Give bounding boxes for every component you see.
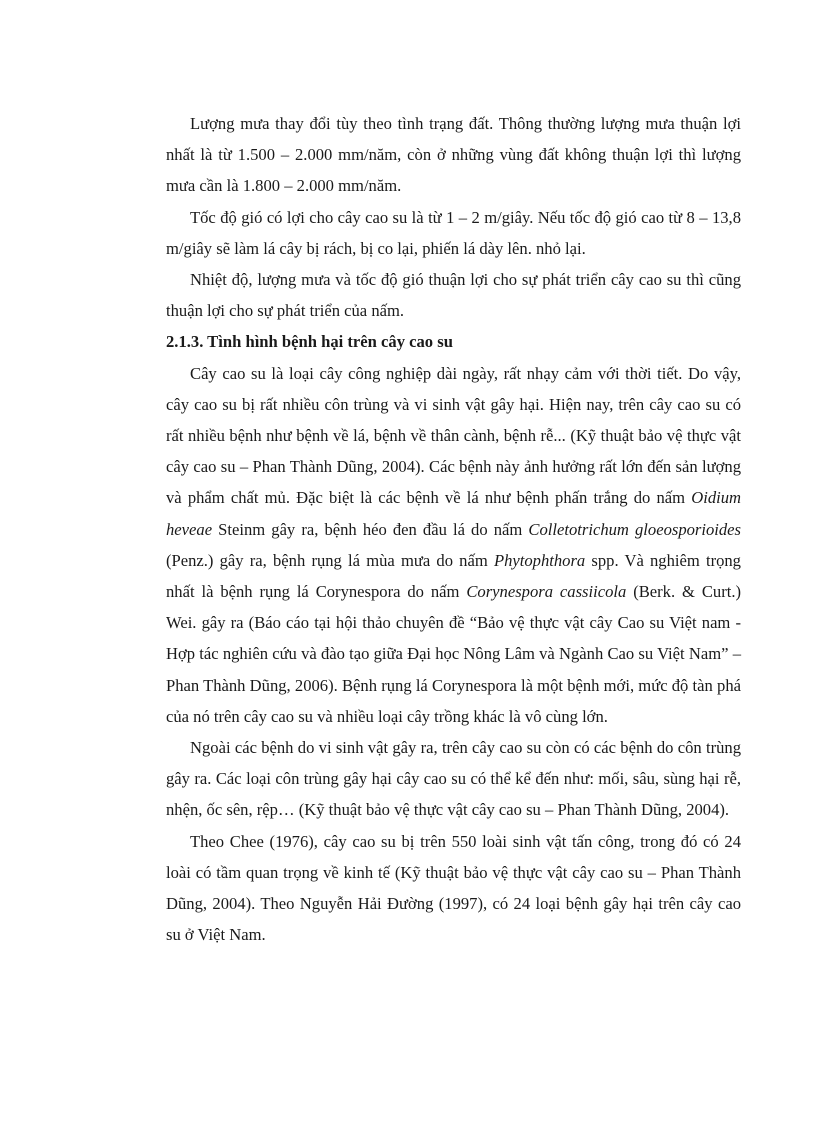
paragraph-wind-speed: Tốc độ gió có lợi cho cây cao su là từ 1 – 2 m/giây. Nếu tốc độ gió cao từ 8 – 13,8 m/giây sẽ làm lá cây bị rách, bị co lại, phiến lá dày lên. nhỏ lại. [166,207,741,258]
document-body [166,108,741,950]
text-segment: (Berk. & Curt.) Wei. gây ra (Báo cáo tại hội thảo chuyên đề “Bảo vệ thực vật cây Cao su Việt nam - Hợp tác nghiên cứu và đào tạo giữa Đại học Nông Lâm và Ngành Cao su Việt Nam” – Phan Thành Dũng, 2006). Bệnh rụng lá Corynespora là một bệnh mới, mức độ tàn phá của nó trên cây cao su và nhiều loại cây trồng khác là vô cùng lớn. [166,582,742,726]
section-heading: 2.1.3. Tình hình bệnh hại trên cây cao su [166,332,453,352]
text-segment: Cây cao su là loại cây công nghiệp dài ngày, rất nhạy cảm với thời tiết. Do vậy, cây cao su bị rất nhiều côn trùng và vi sinh vật gây hại. Hiện nay, trên cây cao su có rất nhiều bệnh như bệnh về lá, bệnh về thân cành, bệnh rễ... (Kỹ thuật bảo vệ thực vật cây cao su – Phan Thành Dũng, 2004). Các bệnh này ảnh hưởng rất lớn đến sản lượng và phẩm chất mủ. Đặc biệt là các bệnh về lá như bệnh phấn trắng do nấm [166,363,741,508]
text-segment: spp. Và nghiêm trọng nhất là bệnh rụng lá Corynespora do nấm [166,550,741,602]
paragraph-rainfall: Lượng mưa thay đổi tùy theo tình trạng đất. Thông thường lượng mưa thuận lợi nhất là từ 1.500 – 2.000 mm/năm, còn ở những vùng đất không thuận lợi thì lượng mưa cần là 1.800 – 2.000 mm/năm. [166,114,741,196]
paragraph-insect-pests: Ngoài các bệnh do vi sinh vật gây ra, trên cây cao su còn có các bệnh do côn trùng gây ra. Các loại côn trùng gây hại cây cao su có thể kể đến như: mối, sâu, sùng hại rễ, nhện, ốc sên, rệp… (Kỹ thuật bảo vệ thực vật cây cao su – Phan Thành Dũng, 2004). [166,738,741,820]
species-name-phytophthora: Phytophthora [493,550,586,570]
species-name-oidium: Oidium heveae [166,488,741,539]
species-name-corynespora: Corynespora cassiicola [466,582,627,602]
paragraph-statistics: Theo Chee (1976), cây cao su bị trên 550 loài sinh vật tấn công, trong đó có 24 loài có tầm quan trọng về kinh tế (Kỹ thuật bảo vệ thực vật cây cao su – Phan Thành Dũng, 2004). Theo Nguyễn Hải Đường (1997), có 24 loại bệnh gây hại trên cây cao su ở Việt Nam. [166,831,741,945]
text-segment: (Penz.) gây ra, bệnh rụng lá mùa mưa do nấm [166,550,494,570]
text-segment: Steinm gây ra, bệnh héo đen đầu lá do nấm [212,519,529,539]
paragraph-fungus-conditions: Nhiệt độ, lượng mưa và tốc độ gió thuận lợi cho sự phát triển cây cao su thì cũng thuận lợi cho sự phát triển của nấm. [166,270,741,321]
species-name-colletotrichum: Colletotrichum gloeosporioides [528,519,742,539]
paragraph-disease-overview [166,358,741,732]
